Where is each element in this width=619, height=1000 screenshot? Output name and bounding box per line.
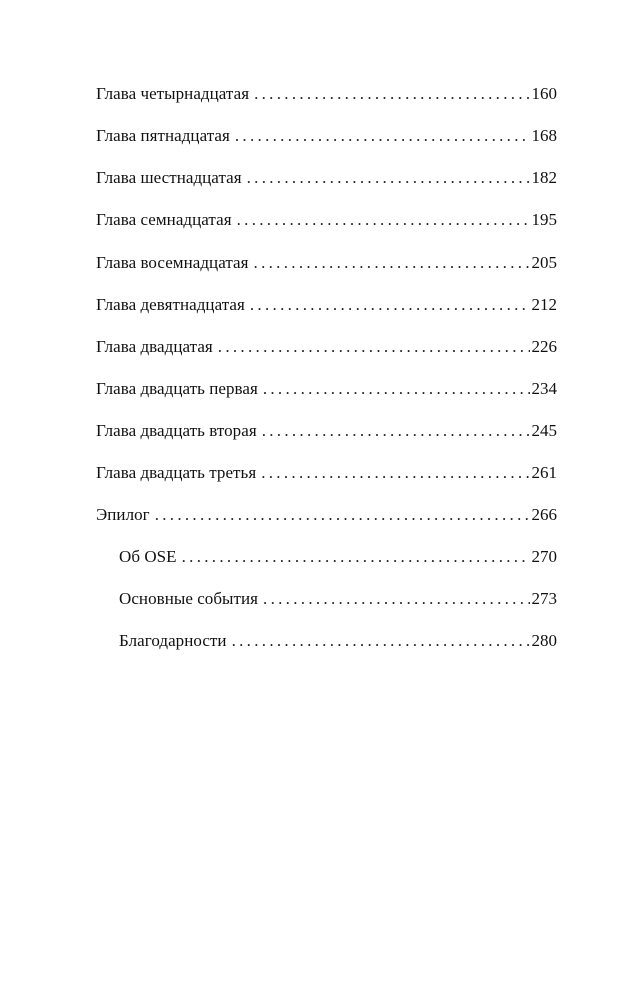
toc-entry-chapter-17 [96,207,557,233]
toc-entry-title: Глава четырнадцатая [96,84,250,103]
toc-entry-page-number: 212 [531,295,557,314]
toc-entry-chapter-22 [96,418,557,444]
toc-entry-title: Глава семнадцатая [96,210,232,229]
toc-entry-chapter-23 [96,460,557,486]
toc-entry-chapter-19 [96,292,557,318]
toc-entry-page-number: 168 [531,126,557,145]
toc-entry-title: Глава девятнадцатая [96,295,245,314]
toc-entry-chapter-14 [96,81,557,107]
toc-entry-page-number: 195 [531,210,557,229]
dot-leader [218,334,530,360]
toc-entry-title: Эпилог [96,505,150,524]
toc-entry-page-number: 270 [531,547,557,566]
toc-entry-acknowledgements [119,628,557,654]
toc-entry-page-number: 182 [531,168,557,187]
dot-leader [232,628,530,654]
dot-leader [263,376,530,402]
dot-leader [250,292,530,318]
dot-leader [155,502,530,528]
toc-entry-title: Глава двадцать вторая [96,421,257,440]
dot-leader [237,207,530,233]
toc-entry-title: Глава пятнадцатая [96,126,230,145]
toc-entry-page-number: 245 [531,421,557,440]
toc-entry-title: Благодарности [119,631,227,650]
toc-entry-epilogue [96,502,557,528]
toc-entry-chapter-16 [96,165,557,191]
dot-leader [263,586,529,612]
toc-entry-title: Глава шестнадцатая [96,168,242,187]
toc-entry-about-ose [119,544,557,570]
toc-entry-main-events [119,586,557,612]
toc-entry-chapter-20 [96,334,557,360]
dot-leader [261,460,529,486]
dot-leader [254,250,530,276]
toc-entry-page-number: 273 [531,589,557,608]
toc-entry-page-number: 261 [531,463,557,482]
toc-entry-title: Основные события [119,589,259,608]
toc-entry-chapter-21 [96,376,557,402]
toc-entry-page-number: 160 [531,84,557,103]
toc-entry-title: Глава двадцать третья [96,463,257,482]
toc-entry-chapter-15 [96,123,557,149]
toc-entry-page-number: 280 [531,631,557,650]
dot-leader [235,123,530,149]
toc-entry-page-number: 226 [531,337,557,356]
dot-leader [247,165,530,191]
toc-entry-title: Глава двадцать первая [96,379,258,398]
toc-entry-page-number: 234 [531,379,557,398]
toc-entry-title: Глава двадцатая [96,337,213,356]
dot-leader [182,544,530,570]
toc-entry-title: Об OSE [119,547,177,566]
toc-entry-page-number: 205 [531,253,557,272]
toc-entry-page-number: 266 [531,505,557,524]
dot-leader [254,81,529,107]
toc-entry-chapter-18 [96,250,557,276]
toc-entry-title: Глава восемнадцатая [96,253,249,272]
dot-leader [262,418,530,444]
